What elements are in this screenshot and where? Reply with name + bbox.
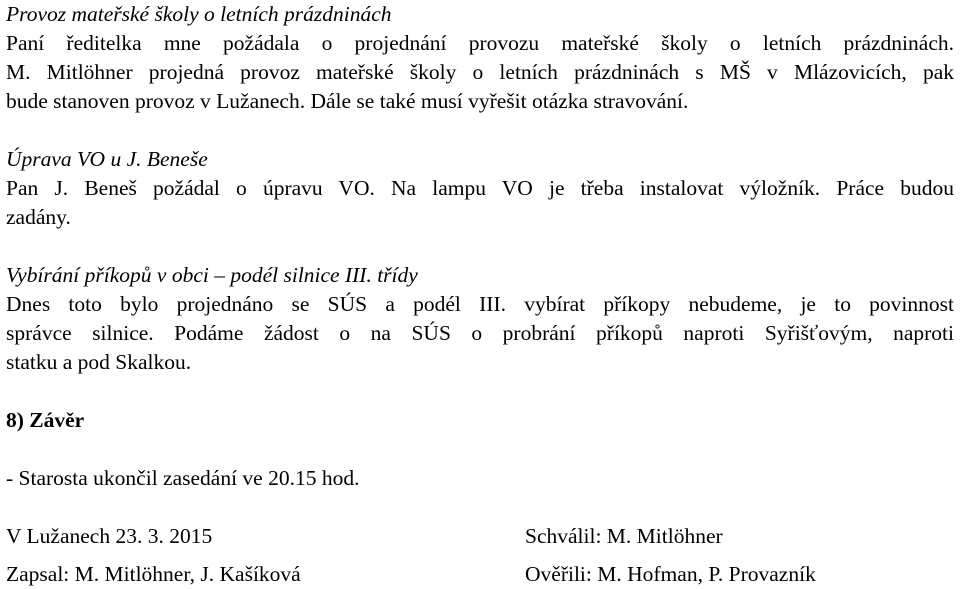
verified-by: Ověřili: M. Hofman, P. Provazník: [525, 562, 816, 586]
section-heading-ditches: Vybírání příkopů v obci – podél silnice III. třídy: [6, 263, 418, 287]
spacer: [6, 116, 954, 145]
paragraph-line: správce silnice. Podáme žádost o na SÚS o probrání příkopů naproti Syřišťovým, naproti: [6, 321, 954, 345]
spacer: [6, 435, 954, 464]
paragraph-street-lighting: [6, 174, 954, 232]
spacer: [6, 493, 954, 522]
spacer: [6, 551, 954, 560]
spacer: [6, 377, 954, 406]
paragraph-ditches: [6, 290, 954, 377]
paragraph-line: M. Mitlöhner projedná provoz mateřské školy o letních prázdninách s MŠ v Mlázovicích, pak: [6, 60, 954, 84]
section-heading-street-lighting: Úprava VO u J. Beneše: [6, 147, 208, 171]
paragraph-line: Dnes toto bylo projednáno se SÚS a podél III. vybírat příkopy nebudeme, je to povinnost: [6, 292, 954, 316]
conclusion-line: - Starosta ukončil zasedání ve 20.15 hod.: [6, 466, 360, 490]
place-date: V Lužanech 23. 3. 2015: [6, 524, 213, 548]
approved-by: Schválil: M. Mitlöhner: [525, 524, 723, 548]
section-heading-conclusion: 8) Závěr: [6, 408, 85, 432]
document-page: [6, 0, 954, 589]
paragraph-line: zadány.: [6, 205, 71, 229]
paragraph-line: Paní ředitelka mne požádala o projednání provozu mateřské školy o letních prázdninách.: [6, 31, 954, 55]
paragraph-line: Pan J. Beneš požádal o úpravu VO. Na lampu VO je třeba instalovat výložník. Práce budou: [6, 176, 954, 200]
section-heading-kindergarten: Provoz mateřské školy o letních prázdninách: [6, 2, 392, 26]
paragraph-line: statku a pod Skalkou.: [6, 350, 192, 374]
paragraph-kindergarten: [6, 29, 954, 116]
paragraph-line: bude stanoven provoz v Lužanech. Dále se také musí vyřešit otázka stravování.: [6, 89, 689, 113]
signature-row-1: [6, 522, 954, 551]
recorded-by: Zapsal: M. Mitlöhner, J. Kašíková: [6, 562, 301, 586]
spacer: [6, 232, 954, 261]
